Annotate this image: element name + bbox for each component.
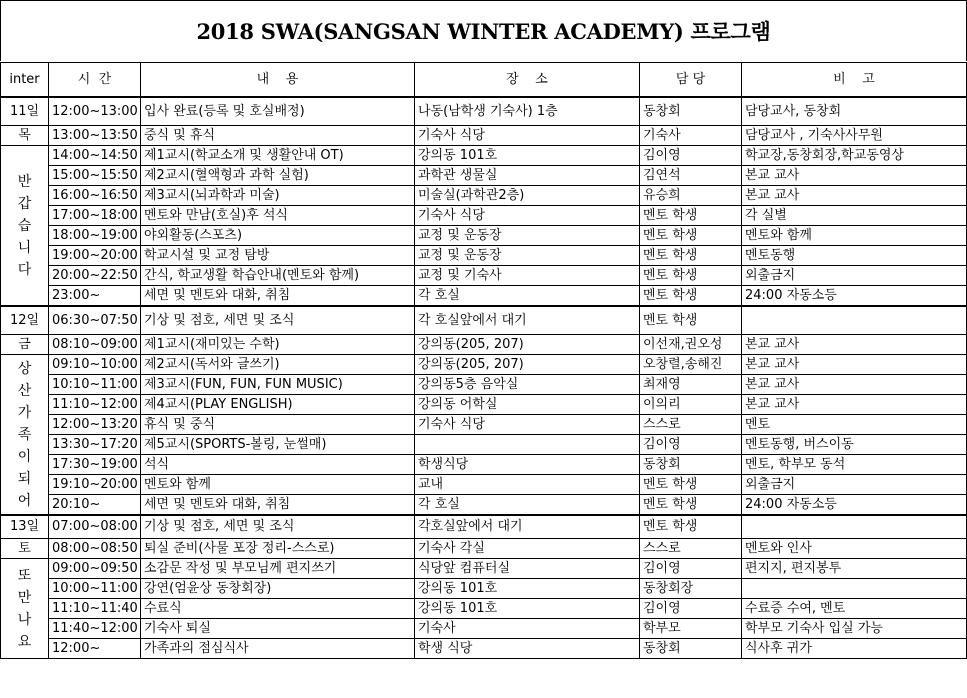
note-cell: 편지지, 편지봉투 — [742, 559, 967, 579]
header-place: 장 소 — [415, 63, 640, 98]
staff-cell: 동창회장 — [640, 579, 742, 599]
content-cell: 퇴실 준비(사물 포장 정리-스스로) — [141, 539, 415, 559]
note-cell: 각 실별 — [742, 206, 967, 226]
place-cell: 강의동 101호 — [415, 579, 640, 599]
note-cell — [742, 579, 967, 599]
staff-cell: 멘토 학생 — [640, 306, 742, 335]
place-cell: 강의동 어학실 — [415, 395, 640, 415]
place-cell: 각호실앞에서 대기 — [415, 515, 640, 539]
content-cell: 기상 및 점호, 세면 및 조식 — [141, 306, 415, 335]
content-cell: 중식 및 휴식 — [141, 126, 415, 146]
note-cell: 멘토동행, 버스이동 — [742, 435, 967, 455]
content-cell: 제3교시(뇌과학과 미술) — [141, 186, 415, 206]
table-row — [1, 206, 967, 226]
place-cell: 교정 및 운동장 — [415, 226, 640, 246]
staff-cell: 스스로 — [640, 539, 742, 559]
table-row — [1, 579, 967, 599]
time-cell: 10:10~11:00 — [49, 375, 141, 395]
page-title: 2018 SWA(SANGSAN WINTER ACADEMY) 프로그램 — [196, 19, 771, 44]
staff-cell: 멘토 학생 — [640, 266, 742, 286]
content-cell: 제4교시(PLAY ENGLISH) — [141, 395, 415, 415]
table-row — [1, 166, 967, 186]
staff-cell: 동창회 — [640, 639, 742, 659]
content-cell: 야외활동(스포츠) — [141, 226, 415, 246]
time-cell: 19:00~20:00 — [49, 246, 141, 266]
content-cell: 기상 및 점호, 세면 및 조식 — [141, 515, 415, 539]
note-cell: 멘토와 함께 — [742, 226, 967, 246]
table-row — [1, 395, 967, 415]
staff-cell: 유승희 — [640, 186, 742, 206]
content-cell: 제2교시(독서와 글쓰기) — [141, 355, 415, 375]
note-cell: 식사후 귀가 — [742, 639, 967, 659]
staff-cell: 김이영 — [640, 559, 742, 579]
place-cell: 각 호실 — [415, 495, 640, 516]
table-row — [1, 639, 967, 659]
header-inter: inter — [1, 63, 49, 98]
time-cell: 09:00~09:50 — [49, 559, 141, 579]
staff-cell: 오창렬,송해진 — [640, 355, 742, 375]
place-cell: 강의동5층 음악실 — [415, 375, 640, 395]
staff-cell: 이선재,권오성 — [640, 335, 742, 355]
content-cell: 석식 — [141, 455, 415, 475]
time-cell: 17:00~18:00 — [49, 206, 141, 226]
schedule-table — [0, 62, 967, 659]
table-row — [1, 599, 967, 619]
content-cell: 간식, 학교생활 학습안내(멘토와 함께) — [141, 266, 415, 286]
content-cell: 소감문 작성 및 부모님께 편지쓰기 — [141, 559, 415, 579]
time-cell: 06:30~07:50 — [49, 306, 141, 335]
note-cell: 본교 교사 — [742, 335, 967, 355]
table-row — [1, 306, 967, 335]
time-cell: 19:10~20:00 — [49, 475, 141, 495]
table-row — [1, 435, 967, 455]
place-cell: 강의동(205, 207) — [415, 355, 640, 375]
table-row — [1, 186, 967, 206]
place-cell: 기숙사 식당 — [415, 126, 640, 146]
content-cell: 제3교시(FUN, FUN, FUN MUSIC) — [141, 375, 415, 395]
content-cell: 수료식 — [141, 599, 415, 619]
staff-cell: 멘토 학생 — [640, 475, 742, 495]
table-row — [1, 335, 967, 355]
note-cell: 외출금지 — [742, 266, 967, 286]
note-cell — [742, 306, 967, 335]
time-cell: 08:10~09:00 — [49, 335, 141, 355]
note-cell: 24:00 자동소등 — [742, 495, 967, 516]
content-cell: 학교시설 및 교정 탐방 — [141, 246, 415, 266]
content-cell: 멘토와 만남(호실)후 석식 — [141, 206, 415, 226]
table-row — [1, 495, 967, 516]
time-cell: 12:00~13:00 — [49, 97, 141, 126]
table-row — [1, 286, 967, 307]
table-row — [1, 246, 967, 266]
table-row — [1, 475, 967, 495]
note-cell: 멘토동행 — [742, 246, 967, 266]
staff-cell: 멘토 학생 — [640, 206, 742, 226]
header-row — [1, 63, 967, 98]
content-cell: 입사 완료(등록 및 호실배정) — [141, 97, 415, 126]
header-time: 시 간 — [49, 63, 141, 98]
content-cell: 가족과의 점심식사 — [141, 639, 415, 659]
table-row — [1, 226, 967, 246]
place-cell: 강의동 101호 — [415, 599, 640, 619]
content-cell: 제2교시(혈액형과 과학 실험) — [141, 166, 415, 186]
place-cell: 각 호실 — [415, 286, 640, 307]
note-cell: 수료증 수여, 멘토 — [742, 599, 967, 619]
table-row — [1, 415, 967, 435]
time-cell: 11:40~12:00 — [49, 619, 141, 639]
place-cell: 기숙사 — [415, 619, 640, 639]
staff-cell: 멘토 학생 — [640, 286, 742, 307]
staff-cell: 김이영 — [640, 599, 742, 619]
note-cell: 외출금지 — [742, 475, 967, 495]
note-cell: 멘토 — [742, 415, 967, 435]
content-cell: 강연(엄윤상 동창회장) — [141, 579, 415, 599]
place-cell: 기숙사 식당 — [415, 415, 640, 435]
time-cell: 09:10~10:00 — [49, 355, 141, 375]
day-date: 12일 — [1, 306, 49, 335]
place-cell: 과학관 생물실 — [415, 166, 640, 186]
content-cell: 세면 및 멘토와 대화, 취침 — [141, 286, 415, 307]
staff-cell: 스스로 — [640, 415, 742, 435]
place-cell: 교정 및 운동장 — [415, 246, 640, 266]
place-cell: 기숙사 각실 — [415, 539, 640, 559]
staff-cell: 기숙사 — [640, 126, 742, 146]
place-cell: 강의동(205, 207) — [415, 335, 640, 355]
content-cell: 멘토와 함께 — [141, 475, 415, 495]
time-cell: 12:00~13:20 — [49, 415, 141, 435]
time-cell: 14:00~14:50 — [49, 146, 141, 166]
content-cell: 제1교시(학교소개 및 생활안내 OT) — [141, 146, 415, 166]
time-cell: 13:00~13:50 — [49, 126, 141, 146]
note-cell: 학부모 기숙사 입실 가능 — [742, 619, 967, 639]
note-cell: 담당교사, 동창회 — [742, 97, 967, 126]
header-content: 내 용 — [141, 63, 415, 98]
time-cell: 15:00~15:50 — [49, 166, 141, 186]
note-cell: 본교 교사 — [742, 375, 967, 395]
staff-cell: 동창회 — [640, 97, 742, 126]
note-cell: 24:00 자동소등 — [742, 286, 967, 307]
staff-cell: 학부모 — [640, 619, 742, 639]
staff-cell: 멘토 학생 — [640, 495, 742, 516]
note-cell: 본교 교사 — [742, 395, 967, 415]
note-cell — [742, 515, 967, 539]
place-cell — [415, 435, 640, 455]
time-cell: 11:10~11:40 — [49, 599, 141, 619]
time-cell: 20:10~ — [49, 495, 141, 516]
staff-cell: 김이영 — [640, 146, 742, 166]
table-row — [1, 619, 967, 639]
content-cell: 제5교시(SPORTS-볼링, 눈썰매) — [141, 435, 415, 455]
note-cell: 학교장,동창회장,학교동영상 — [742, 146, 967, 166]
place-cell: 학생 식당 — [415, 639, 640, 659]
staff-cell: 김이영 — [640, 435, 742, 455]
staff-cell: 이의리 — [640, 395, 742, 415]
staff-cell: 최재영 — [640, 375, 742, 395]
table-row — [1, 559, 967, 579]
time-cell: 18:00~19:00 — [49, 226, 141, 246]
place-cell: 식당앞 컴퓨터실 — [415, 559, 640, 579]
note-cell: 본교 교사 — [742, 355, 967, 375]
day-weekday: 목 — [1, 126, 49, 146]
note-cell: 멘토와 인사 — [742, 539, 967, 559]
place-cell: 교정 및 기숙사 — [415, 266, 640, 286]
day-date: 11일 — [1, 97, 49, 126]
content-cell: 제1교시(재미있는 수학) — [141, 335, 415, 355]
time-cell: 13:30~17:20 — [49, 435, 141, 455]
place-cell: 미술실(과학관2층) — [415, 186, 640, 206]
table-row — [1, 126, 967, 146]
header-note: 비 고 — [742, 63, 967, 98]
day-label: 또 만 나 요 — [1, 559, 49, 659]
time-cell: 10:00~11:00 — [49, 579, 141, 599]
table-row — [1, 355, 967, 375]
time-cell: 11:10~12:00 — [49, 395, 141, 415]
time-cell: 12:00~ — [49, 639, 141, 659]
note-cell: 담당교사 , 기숙사사무원 — [742, 126, 967, 146]
header-staff: 담 당 — [640, 63, 742, 98]
place-cell: 나동(남학생 기숙사) 1층 — [415, 97, 640, 126]
staff-cell: 멘토 학생 — [640, 246, 742, 266]
place-cell: 기숙사 식당 — [415, 206, 640, 226]
staff-cell: 동창회 — [640, 455, 742, 475]
table-row — [1, 375, 967, 395]
day-weekday: 토 — [1, 539, 49, 559]
time-cell: 23:00~ — [49, 286, 141, 307]
day-label: 상 산 가 족 이 되 어 — [1, 355, 49, 516]
day-label: 반 갑 습 니 다 — [1, 146, 49, 307]
content-cell: 기숙사 퇴실 — [141, 619, 415, 639]
time-cell: 08:00~08:50 — [49, 539, 141, 559]
place-cell: 학생식당 — [415, 455, 640, 475]
day-weekday: 금 — [1, 335, 49, 355]
place-cell: 교내 — [415, 475, 640, 495]
note-cell: 본교 교사 — [742, 186, 967, 206]
table-row — [1, 539, 967, 559]
table-row — [1, 455, 967, 475]
table-row — [1, 266, 967, 286]
staff-cell: 김연석 — [640, 166, 742, 186]
time-cell: 07:00~08:00 — [49, 515, 141, 539]
note-cell: 멘토, 학부모 동석 — [742, 455, 967, 475]
table-row — [1, 146, 967, 166]
place-cell: 각 호실앞에서 대기 — [415, 306, 640, 335]
day-date: 13일 — [1, 515, 49, 539]
time-cell: 20:00~22:50 — [49, 266, 141, 286]
time-cell: 16:00~16:50 — [49, 186, 141, 206]
staff-cell: 멘토 학생 — [640, 226, 742, 246]
content-cell: 세면 및 멘토와 대화, 취침 — [141, 495, 415, 516]
place-cell: 강의동 101호 — [415, 146, 640, 166]
note-cell: 본교 교사 — [742, 166, 967, 186]
content-cell: 휴식 및 중식 — [141, 415, 415, 435]
staff-cell: 멘토 학생 — [640, 515, 742, 539]
table-row — [1, 515, 967, 539]
time-cell: 17:30~19:00 — [49, 455, 141, 475]
title-bar — [0, 0, 967, 61]
table-row — [1, 97, 967, 126]
